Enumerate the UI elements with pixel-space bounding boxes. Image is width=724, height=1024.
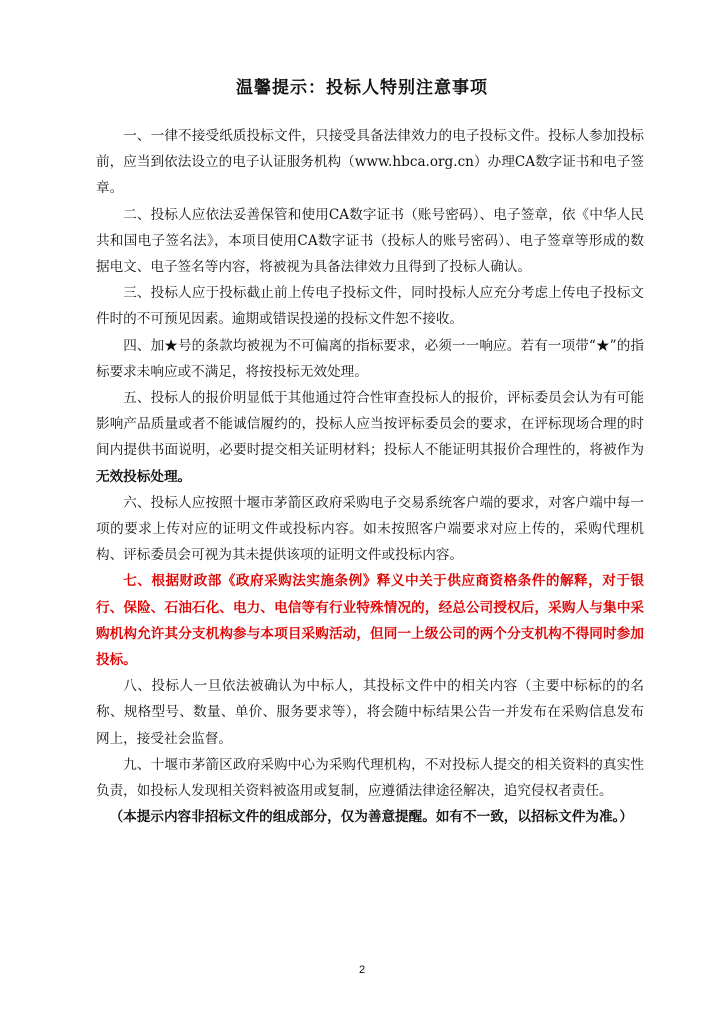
paragraph-2: 二、投标人应依法妥善保管和使用CA数字证书（账号密码）、电子签章，依《中华人民共和国电子签名法》，本项目使用CA数字证书（投标人的账号密码）、电子签章等形成的数据电文、电子签名等内容，将被视为具备法律效力且得到了投标人确认。 [96,206,644,276]
paragraph-8: 八、投标人一旦依法被确认为中标人，其投标文件中的相关内容（主要中标标的的名称、规格型号、数量、单价、服务要求等），将会随中标结果公告一并发布在采购信息发布网上，接受社会监督。 [96,678,644,747]
paragraph-1: 一、一律不接受纸质投标文件，只接受具备法律效力的电子投标文件。投标人参加投标前，应当到依法设立的电子认证服务机构（www.hbca.org.cn）办理CA数字证书和电子签章。 [96,128,644,197]
page-title: 温馨提示：投标人特别注意事项 [236,78,488,98]
paragraph-3: 三、投标人应于投标截止前上传电子投标文件，同时投标人应充分考虑上传电子投标文件时的不可预见因素。逾期或错误投递的投标文件恕不接收。 [96,285,644,328]
disclaimer-note: （本提示内容非招标文件的组成部分，仅为善意提醒。如有不一致，以招标文件为准。） [109,809,633,826]
paragraph-5-text: 五、投标人的报价明显低于其他通过符合性审查投标人的报价，评标委员会认为有可能影响产品质量或者不能诚信履约的，投标人应当按评标委员会的要求，在评标现场合理的时间内提供书面说明，必要时提交相关证明材料；投标人不能证明其报价合理性的，将被作为 [96,390,644,459]
paragraph-7-highlight: 七、根据财政部《政府采购法实施条例》释义中关于供应商资格条件的解释，对于银行、保险、石油石化、电力、电信等有行业特殊情况的，经总公司授权后，采购人与集中采购机构允许其分支机构参与本项目采购活动，但同一上级公司的两个分支机构不得同时参加投标。 [96,573,644,669]
paragraph-5 [96,385,644,490]
notice-content [96,123,644,830]
page-number: 2 [358,964,366,976]
paragraph-9: 九、十堰市茅箭区政府采购中心为采购代理机构，不对投标人提交的相关资料的真实性负责，如投标人发现相关资料被盗用或复制，应遵循法律途径解决，追究侵权者责任。 [96,756,644,800]
paragraph-4: 四、加★号的条款均被视为不可偏离的指标要求，必须一一响应。若有一项带“★”的指标要求未响应或不满足，将按投标无效处理。 [96,337,644,380]
paragraph-6: 六、投标人应按照十堰市茅箭区政府采购电子交易系统客户端的要求，对客户端中每一项的要求上传对应的证明文件或投标内容。如未按照客户端要求对应上传的，采购代理机构、评标委员会可视为其未提供该项的证明文件或投标内容。 [96,494,644,564]
paragraph-5-bold-text: 无效投标处理。 [96,468,192,485]
